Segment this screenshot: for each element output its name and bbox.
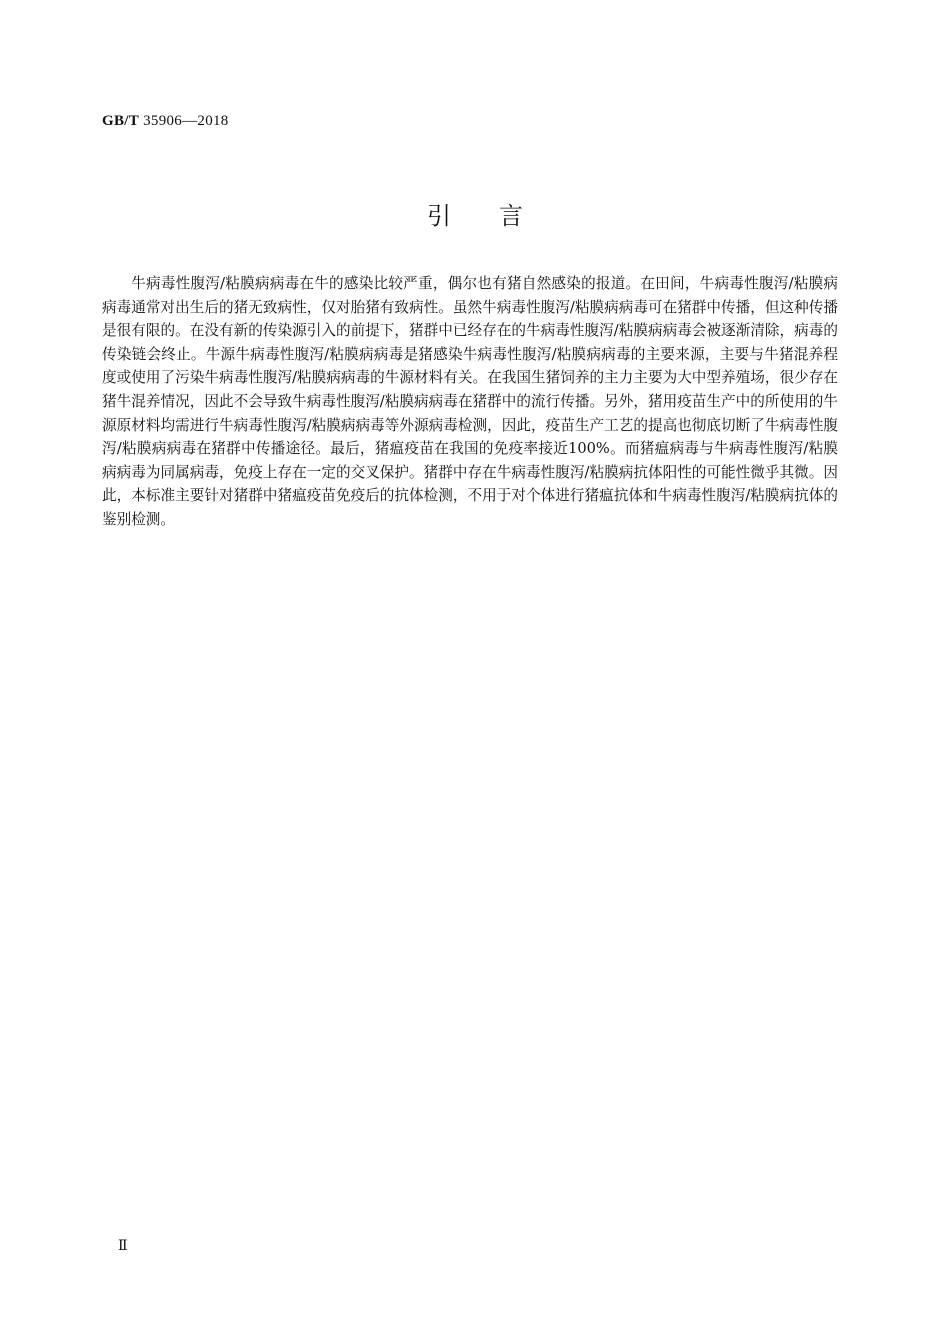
standard-number: 35906—2018 (143, 113, 229, 129)
page-title: 引言 (427, 202, 571, 230)
standard-code (102, 113, 229, 130)
page-number: Ⅱ (118, 1239, 128, 1254)
standard-prefix: GB/T (102, 113, 140, 129)
introduction-paragraph: 牛病毒性腹泻/粘膜病病毒在牛的感染比较严重，偶尔也有猪自然感染的报道。在田间，牛病毒性腹泻/粘膜病病毒通常对出生后的猪无致病性，仅对胎猪有致病性。虽然牛病毒性腹泻/粘膜病病毒可在猪群中传播，但这种传播是很有限的。在没有新的传染源引入的前提下，猪群中已经存在的牛病毒性腹泻/粘膜病病毒会被逐渐清除，病毒的传染链会终止。牛源牛病毒性腹泻/粘膜病病毒是猪感染牛病毒性腹泻/粘膜病病毒的主要来源，主要与牛猪混养程度或使用了污染牛病毒性腹泻/粘膜病病毒的牛源材料有关。在我国生猪饲养的主力主要为大中型养殖场，很少存在猪牛混养情况，因此不会导致牛病毒性腹泻/粘膜病病毒在猪群中的流行传播。另外，猪用疫苗生产中的所使用的牛源原材料均需进行牛病毒性腹泻/粘膜病病毒等外源病毒检测，因此，疫苗生产工艺的提高也彻底切断了牛病毒性腹泻/粘膜病病毒在猪群中传播途径。最后，猪瘟疫苗在我国的免疫率接近100%。而猪瘟病毒与牛病毒性腹泻/粘膜病病毒为同属病毒，免疫上存在一定的交叉保护。猪群中存在牛病毒性腹泻/粘膜病抗体阳性的可能性微乎其微。因此，本标准主要针对猪群中猪瘟疫苗免疫后的抗体检测，不用于对个体进行猪瘟抗体和牛病毒性腹泻/粘膜病抗体的鉴别检测。 (102, 275, 838, 528)
